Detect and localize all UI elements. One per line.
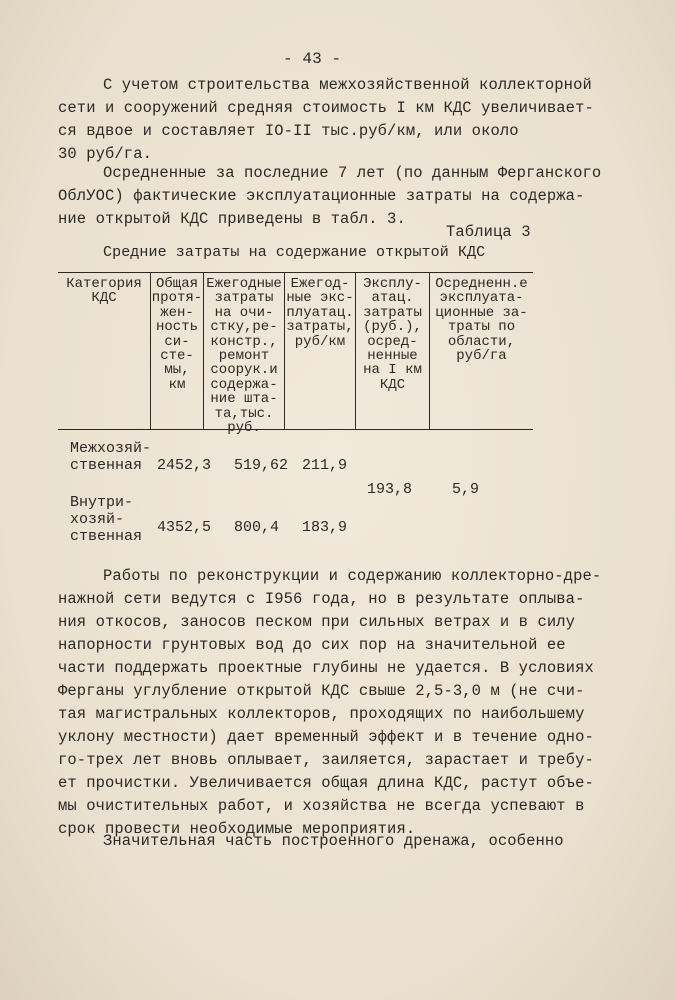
paragraph-3-line: срок провести необходимые мероприятия.: [58, 820, 416, 838]
table-label: Таблица 3: [446, 223, 531, 241]
paragraph-3-line: нажной сети ведутся с I956 года, но в результате оплыва-: [58, 590, 585, 608]
paragraph-3-line: Работы по реконструкции и содержанию коллекторно-дре-: [103, 567, 602, 585]
column-header: Ежегод- ные экс- плуатац. затраты, руб/км: [286, 276, 354, 350]
table-cell-per-km: 211,9: [302, 457, 348, 474]
paragraph-2-line: Осредненные за последние 7 лет (по данным Ферганского: [103, 164, 602, 182]
paragraph-3-line: части поддержать проектные глубины не удается. В условиях: [58, 659, 594, 677]
column-header: Категория КДС: [66, 276, 142, 307]
table-cell-category: Внутри- хозяй- ственная: [70, 494, 143, 545]
paragraph-2-line: ние открытой КДС приведены в табл. 3.: [58, 210, 406, 228]
paragraph-3-line: го-трех лет вновь оплывает, заиляется, зарастает и требу-: [58, 751, 594, 769]
paragraph-3-line: тая магистральных коллекторов, проходящих по наибольшему: [58, 705, 585, 723]
table-cell-length: 2452,3: [157, 457, 212, 474]
column-header: Общая протя- жен- ность си- сте- мы, км: [151, 276, 203, 393]
table-cell-avg-per-km: 193,8: [367, 481, 413, 498]
table-header: [58, 272, 533, 437]
table-cell-annual: 800,4: [234, 519, 280, 536]
table-cell-length: 4352,5: [157, 519, 212, 536]
table-cell-avg-per-ha: 5,9: [452, 481, 480, 498]
paragraph-3-line: уклону местности) дает временный эффект и в течение одно-: [58, 728, 594, 746]
table-cell-category: Межхозяй- ственная: [70, 440, 152, 474]
paragraph-2-line: ОблУОС) фактические эксплуатационные затраты на содержа-: [58, 187, 585, 205]
paragraph-1-line: ся вдвое и составляет IO-II тыс.руб/км, или около: [58, 122, 519, 140]
paragraph-4-line: Значительная часть построенного дренажа, особенно: [103, 832, 564, 850]
table-cell-per-km: 183,9: [302, 519, 348, 536]
paragraph-3-line: мы очистительных работ, и хозяйства не всегда успевают в: [58, 797, 585, 815]
paragraph-1-line: С учетом строительства межхозяйственной коллекторной: [103, 76, 592, 94]
page-number: - 43 -: [283, 50, 342, 68]
paragraph-1-line: сети и сооружений средняя стоимость I км КДС увеличивает-: [58, 99, 594, 117]
paragraph-3-line: ет прочистки. Увеличивается общая длина КДС, растут объе-: [58, 774, 594, 792]
column-header: Эксплу- атац. затраты (руб.), осред- ненные на I км КДС: [363, 276, 422, 393]
paragraph-3-line: напорности грунтовых вод до сих пор на значительной ее: [58, 636, 566, 654]
paragraph-1-line: 30 руб/га.: [58, 145, 153, 163]
paragraph-3-line: ния откосов, заносов песком при сильных ветрах и в силу: [58, 613, 576, 631]
paragraph-3-line: Ферганы углубление открытой КДС свыше 2,5-3,0 м (не счи-: [58, 682, 585, 700]
column-header: Ежегодные затраты на очи- стку,ре- констр., ремонт соорук.и содержа- ние шта- та,тыс. руб.: [206, 276, 282, 437]
table-title: Средние затраты на содержание открытой КДС: [103, 244, 486, 261]
table-cell-annual: 519,62: [234, 457, 289, 474]
column-header: Осредненн.е эксплуата- ционные за- траты по области, руб/га: [435, 276, 528, 365]
